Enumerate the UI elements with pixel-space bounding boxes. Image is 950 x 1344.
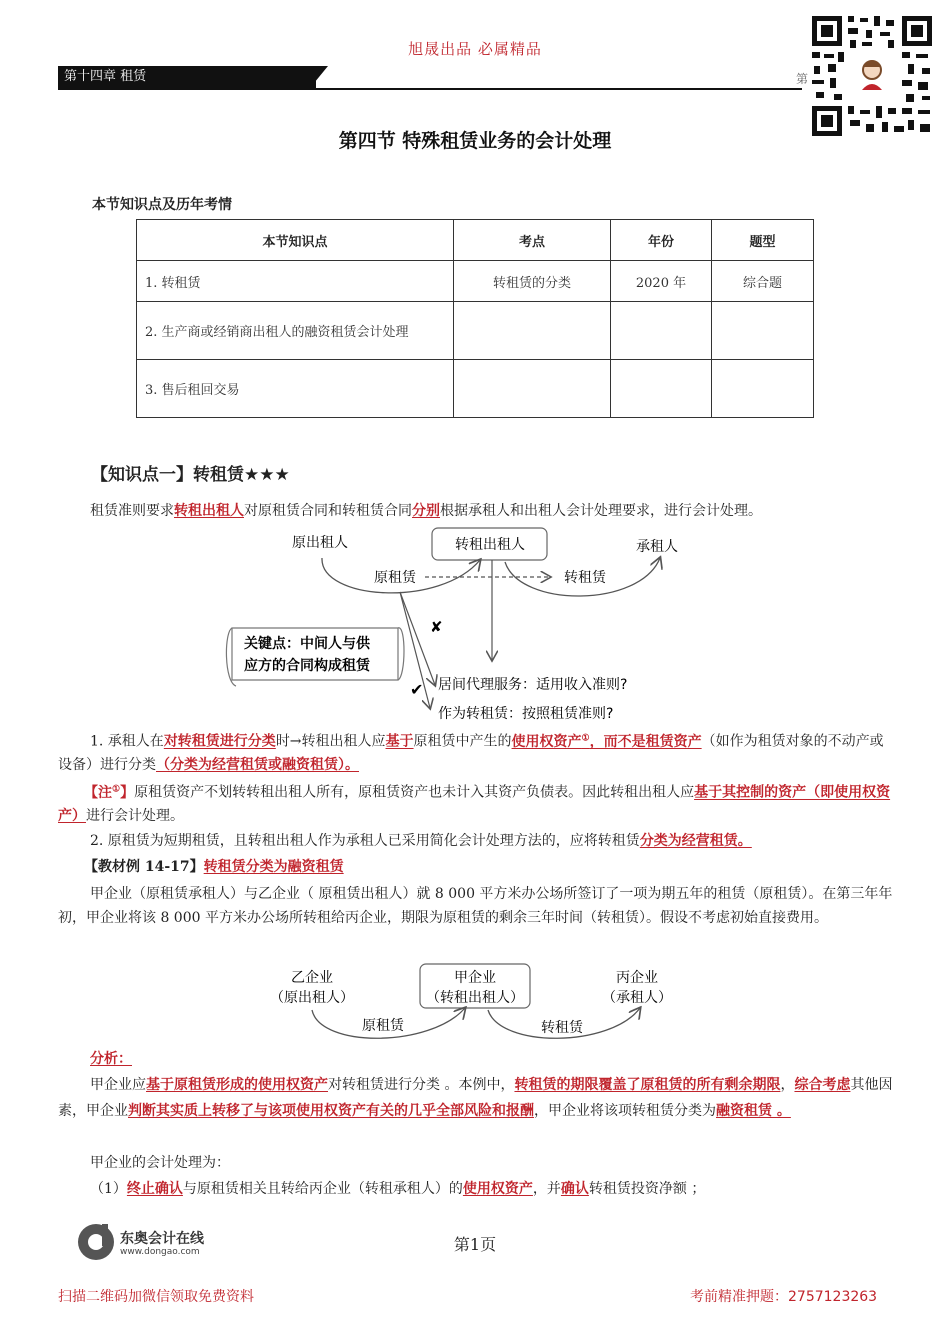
- text: ，: [780, 1077, 795, 1093]
- table-header: 年份: [611, 220, 712, 261]
- analysis-label: [58, 1048, 894, 1071]
- footer-right-note: 考前精准押题：2757123263: [690, 1289, 878, 1305]
- highlight: 分别: [412, 503, 440, 519]
- highlight: 转租赁的期限覆盖了原租赁的所有剩余期限: [514, 1077, 781, 1093]
- highlight: 确认: [560, 1181, 589, 1197]
- text: 其他因素，甲企业: [58, 1077, 893, 1119]
- page-number: 第1页: [453, 1235, 497, 1254]
- knowledge-table: [136, 219, 814, 418]
- example-tag: 【教材例 14-17】: [84, 859, 204, 875]
- table-cell: [611, 360, 712, 418]
- lessee-c-name: 丙企业: [616, 970, 658, 986]
- text: 原租赁资产不划转转租出租人所有，原租赁资产也未计入其资产负债表。因此转租出租人应: [134, 784, 695, 801]
- table-cell: 综合题: [712, 261, 814, 302]
- chapter-label: 第十四章 租赁: [58, 66, 316, 88]
- brand-slogan: 旭晟出品 必属精品: [408, 40, 542, 58]
- table-header: 题型: [712, 220, 814, 261]
- highlight: 基于原租赁形成的使用权资产: [146, 1077, 328, 1093]
- text: 时→转租出租人应: [275, 733, 386, 750]
- qr-code-icon: [808, 12, 936, 140]
- option1-arrow: [400, 592, 435, 685]
- highlight: 综合考虑: [794, 1077, 851, 1093]
- highlight: 基于其控制的资产（即使用权资产）: [58, 784, 891, 824]
- accounting-intro: 甲企业的会计处理为：: [90, 1155, 230, 1171]
- lessor-b-name: 乙企业: [291, 970, 333, 986]
- example-heading: [58, 856, 894, 879]
- footnote-mark: ①: [112, 784, 121, 794]
- accounting-step-1: [58, 1178, 894, 1201]
- point-2-paragraph: [58, 830, 894, 853]
- text: 1. 承租人在: [90, 733, 164, 750]
- table-cell: [611, 302, 712, 360]
- table-header-row: [137, 220, 814, 261]
- table-header: 本节知识点: [137, 220, 454, 261]
- text: 根据承租人和出租人会计处理要求，进行会计处理。: [440, 503, 762, 519]
- knowledge-point-heading: 【知识点一】转租赁★★★: [91, 465, 290, 485]
- option2-text: 作为转租赁：按照租赁准则?: [438, 706, 614, 722]
- header-rule: [58, 88, 802, 90]
- note-label: [84, 785, 134, 801]
- original-lessor-label: 原出租人: [292, 535, 348, 551]
- table-cell: [712, 302, 814, 360]
- table-cell: 2. 生产商或经销商出租人的融资租赁会计处理: [137, 302, 454, 360]
- sublease-label: 转租赁: [541, 1020, 583, 1036]
- highlight: 转租出租人: [174, 503, 244, 519]
- company-a-name: 甲企业: [454, 970, 496, 986]
- footer-left-note: 扫描二维码加微信领取免费资料: [58, 1289, 254, 1305]
- table-header: 考点: [454, 220, 611, 261]
- point-1-paragraph: [58, 727, 894, 777]
- highlight: 使用权资产: [462, 1181, 533, 1197]
- text: 租赁准则要求: [90, 503, 174, 519]
- table-row: [137, 261, 814, 302]
- note-paragraph: [58, 778, 894, 828]
- text: 对原租赁合同和转租赁合同: [244, 503, 412, 519]
- highlight: 融资租赁 。: [716, 1103, 791, 1119]
- table-row: [137, 302, 814, 360]
- page-corner-char: 第: [796, 72, 809, 86]
- text: 进行会计处理。: [86, 807, 184, 824]
- text: ，而不是租赁资产: [589, 733, 702, 750]
- table-cell: [454, 302, 611, 360]
- check-mark: ✔: [410, 680, 424, 699]
- text: 原租赁中产生的: [413, 733, 512, 750]
- example-flow-diagram: [0, 958, 950, 1044]
- original-lease-label: 原租赁: [374, 570, 416, 586]
- text: （如作为租赁对象的不动产或设备）进行分类: [58, 733, 884, 773]
- highlight: 分类为经营租赁。: [639, 833, 752, 849]
- table-heading: 本节知识点及历年考情: [92, 197, 232, 213]
- table-cell: 2020 年: [611, 261, 712, 302]
- analysis-paragraph: [58, 1072, 894, 1124]
- text: ，并: [532, 1181, 561, 1197]
- table-cell: 1. 转租赁: [137, 261, 454, 302]
- sublease-flow-diagram: [0, 520, 950, 725]
- text: 对转租赁进行分类 。本例中，: [328, 1077, 515, 1093]
- text: 】: [120, 784, 135, 801]
- text: （1）: [90, 1181, 127, 1197]
- highlight: 终止确认: [126, 1181, 183, 1197]
- highlight: 分析：: [90, 1051, 132, 1067]
- highlight: 判断其实质上转移了与该项使用权资产有关的几乎全部风险和报酬: [128, 1103, 534, 1119]
- callout-line1: 关键点：中间人与供: [244, 636, 370, 652]
- highlight: [512, 734, 702, 750]
- lessee-label: 承租人: [636, 539, 678, 555]
- sublessor-label: 转租出租人: [455, 537, 525, 553]
- table-cell: 3. 售后租回交易: [137, 360, 454, 418]
- logo-text: 东奥会计在线: [120, 1231, 204, 1247]
- highlight: 基于: [385, 733, 414, 750]
- section-title: 第四节 特殊租赁业务的会计处理: [338, 130, 612, 152]
- text: ，甲企业将该项转租赁分类为: [534, 1103, 716, 1119]
- text: 甲企业应: [90, 1077, 146, 1093]
- table-cell: [712, 360, 814, 418]
- lessee-c-role: （承租人）: [602, 990, 672, 1006]
- table-cell: [454, 360, 611, 418]
- cross-mark: ✘: [430, 618, 443, 636]
- sublease-label: 转租赁: [564, 570, 606, 586]
- table-row: [137, 360, 814, 418]
- highlight: （分类为经营租赁或融资租赁）。: [156, 756, 359, 773]
- example-text: 甲企业（原租赁承租人）与乙企业（ 原租赁出租人）就 8 000 平方米办公场所签订了一项为期五年的租赁（原租赁）。在第三年年初，甲企业将该 8 000 平方米办公场所转租给丙企业，期限为原租赁的剩余三年时间（转租赁）。假设不考虑初始直接费用。: [58, 886, 893, 926]
- original-lease-label: 原租赁: [362, 1018, 404, 1034]
- option1-text: 居间代理服务：适用收入准则?: [438, 677, 628, 693]
- text: 【注: [84, 784, 112, 801]
- lessor-b-role: （原出租人）: [270, 990, 354, 1006]
- callout-line2: 应方的合同构成租赁: [244, 658, 370, 674]
- highlight: 对转租赁进行分类: [163, 733, 276, 750]
- logo-url: www.dongao.com: [120, 1247, 200, 1257]
- table-cell: 转租赁的分类: [454, 261, 611, 302]
- text: 使用权资产: [511, 733, 582, 750]
- company-a-role: （转租出租人）: [426, 990, 524, 1006]
- text: 与原租赁相关且转给丙企业（转租承租人）的: [182, 1181, 463, 1197]
- example-title: 转租赁分类为融资租赁: [203, 859, 344, 875]
- footnote-mark: ①: [581, 733, 590, 743]
- text: 转租赁投资净额 ；: [588, 1181, 706, 1197]
- text: 2. 原租赁为短期租赁，且转租出租人作为承租人已采用简化会计处理方法的，应将转租赁: [90, 833, 640, 849]
- chapter-bar-tip: [310, 66, 328, 88]
